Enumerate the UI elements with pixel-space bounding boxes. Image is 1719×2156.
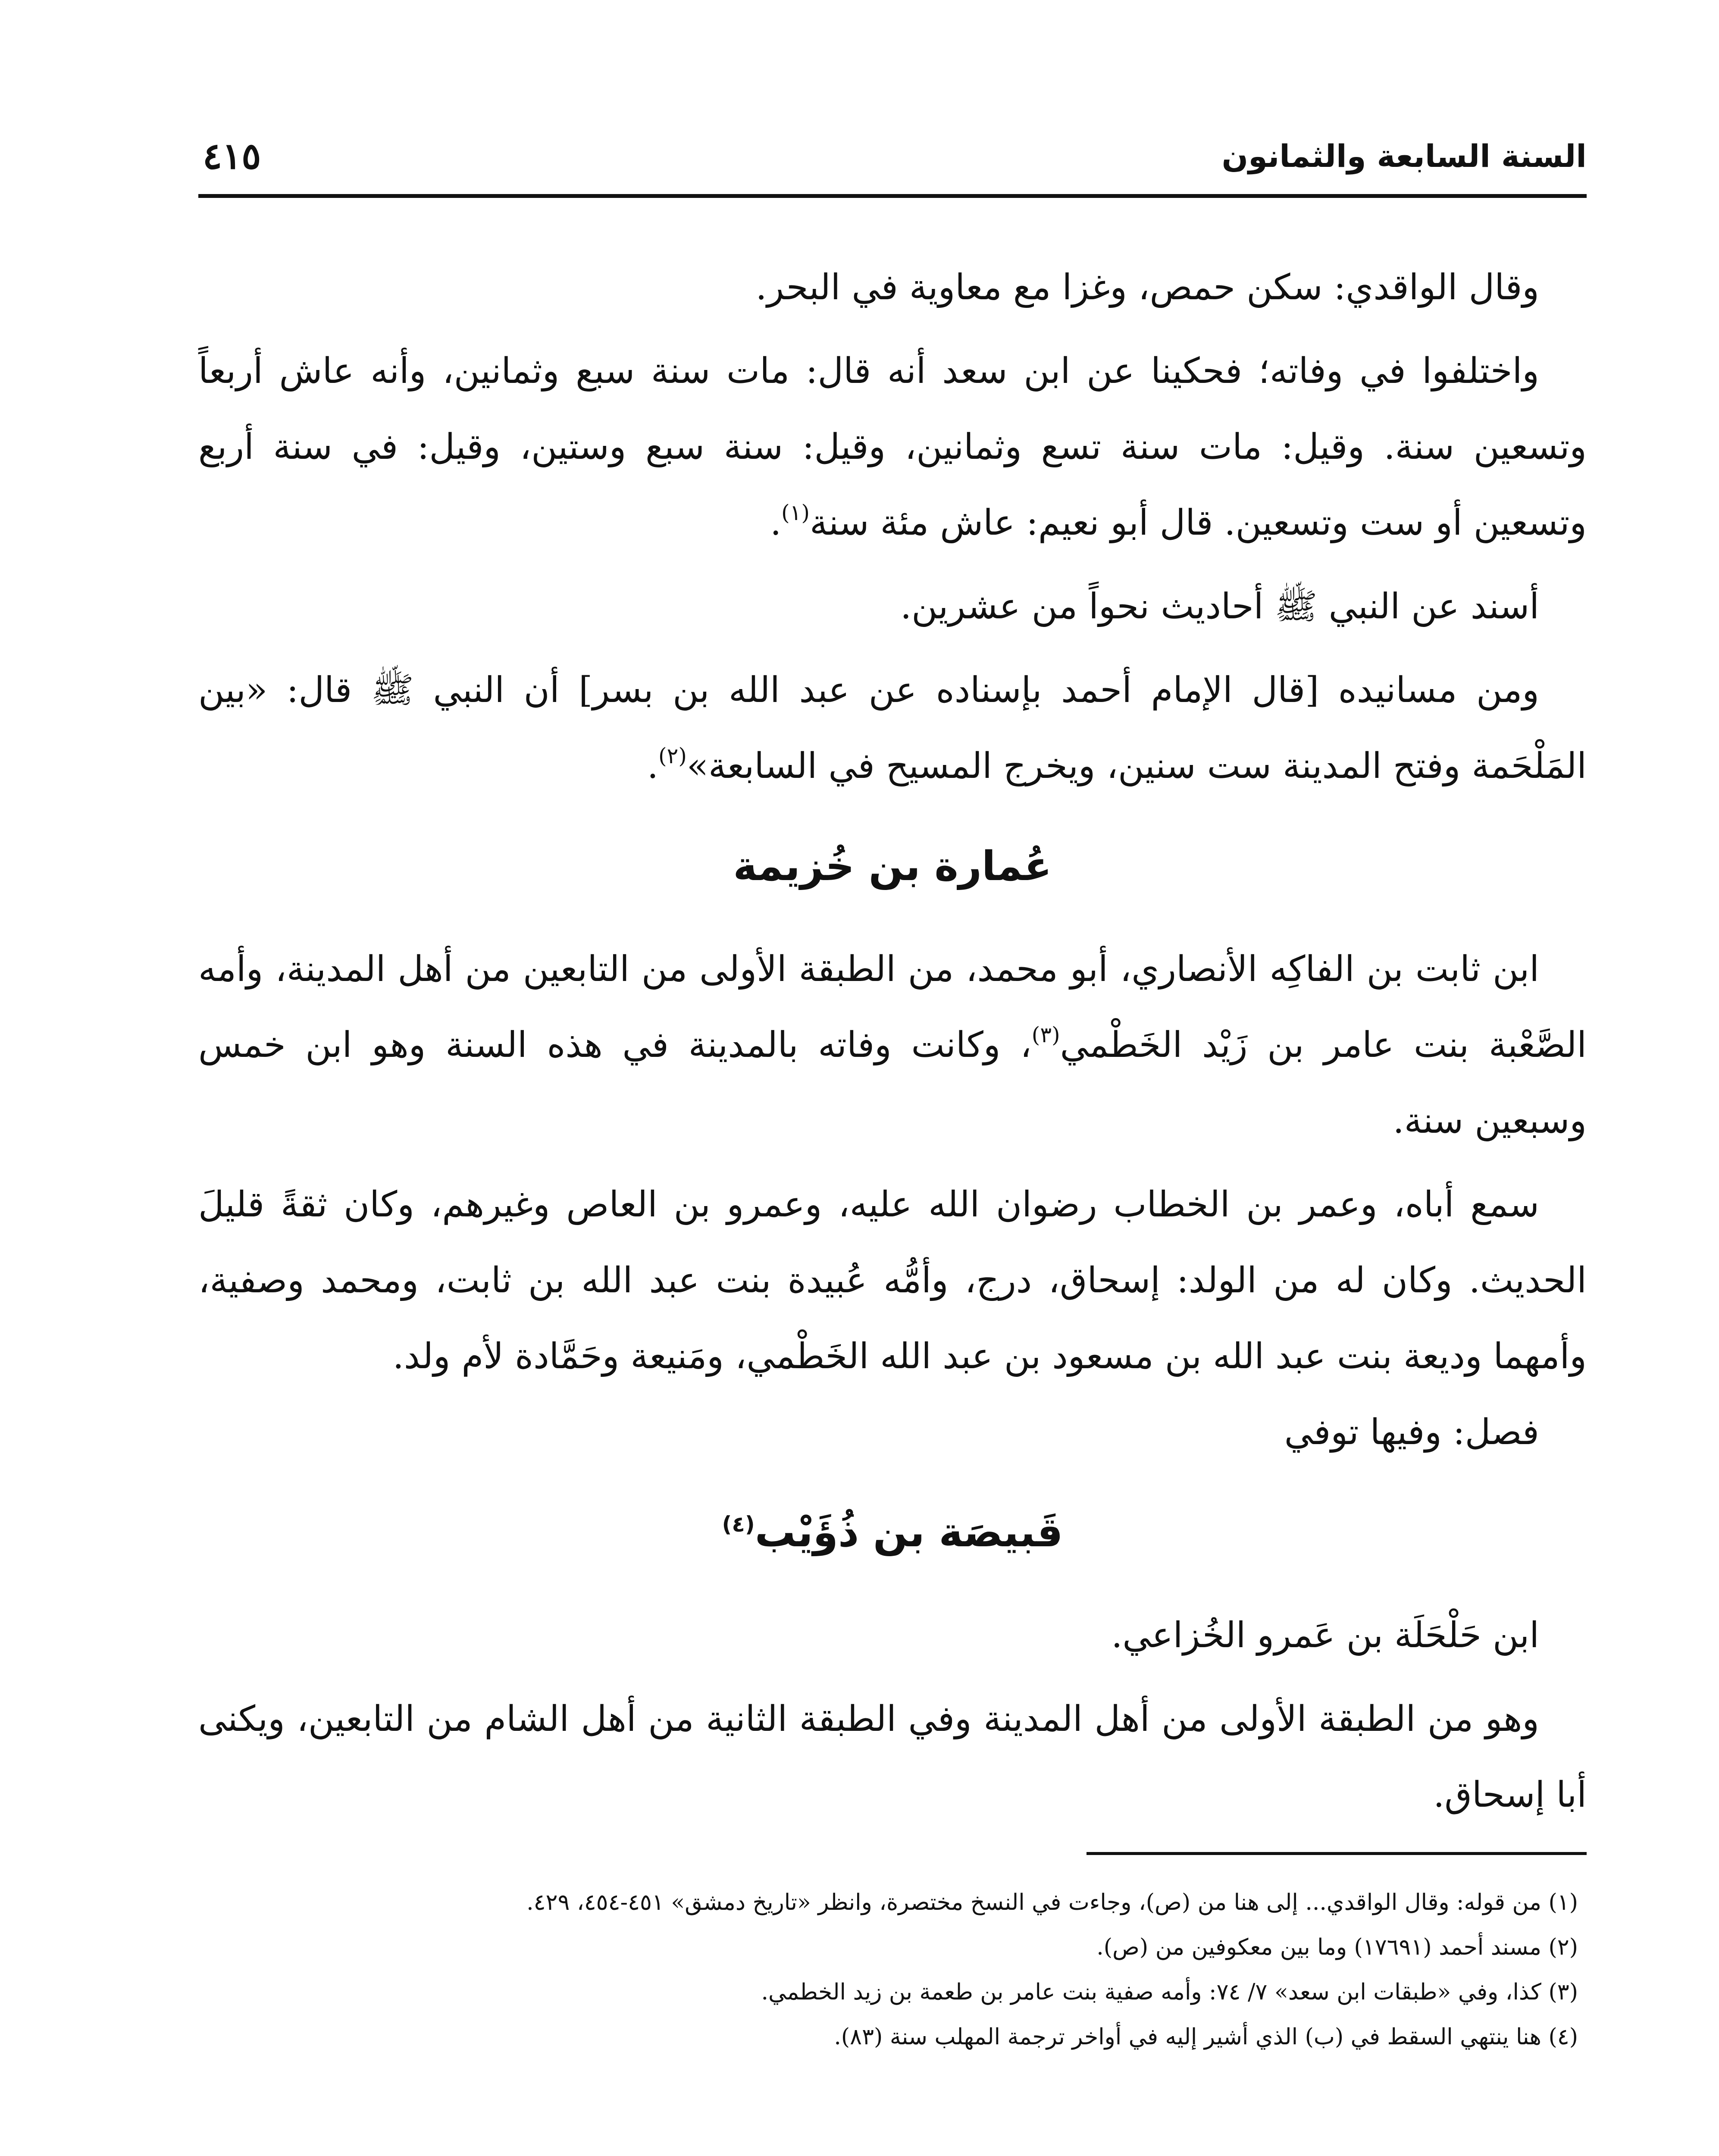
footnote-ref-1[interactable]: (١) [781, 500, 810, 525]
footnote-ref-3[interactable]: (٣) [1031, 1022, 1060, 1047]
footnote-divider [1087, 1852, 1587, 1855]
footnote-ref-4[interactable]: (٤) [722, 1512, 755, 1537]
footnote-2: (٢) مسند أحمد (١٧٦٩١) وما بين معكوفين من (ص). [1096, 1934, 1578, 1960]
footnote-3: (٣) كذا، وفي «طبقات ابن سعد» ٧/ ٧٤: وأمه صفية بنت عامر بن طعمة بن زيد الخطمي. [761, 1979, 1578, 2005]
paragraph-text: ابن ثابت بن الفاكِه الأنصاري، أبو محمد، من الطبقة الأولى من التابعين من أهل المدينة، وأمه الصَّعْبة بنت عامر بن زَيْد الخَطْمي [198, 949, 1587, 1065]
paragraph-end: . [770, 502, 782, 543]
heading-umara-ibn-khuzayma: عُمارة بن خُزيمة [733, 843, 1052, 890]
heading-text: قَبيصَة بن ذُؤَيْب [755, 1509, 1063, 1556]
paragraph-text: ، وكانت وفاته بالمدينة في هذه السنة وهو ابن خمس وسبعين سنة. [198, 1025, 1587, 1141]
paragraph-fasl [198, 1395, 1587, 1470]
footnotes [198, 1880, 1587, 2059]
paragraph-waqidi [198, 250, 1587, 326]
footnote-ref-2[interactable]: (٢) [658, 743, 687, 768]
page-header [198, 129, 1587, 198]
main-text [198, 250, 1587, 1833]
page-number: ٤١٥ [203, 135, 261, 177]
paragraph-text: ابن حَلْحَلَة بن عَمرو الخُزاعي. [1111, 1615, 1539, 1656]
footnote-1: (١) من قوله: وقال الواقدي... إلى هنا من (ص)، وجاءت في النسخ مختصرة، وانظر «تاريخ دمشق» ٤٥١-٤٥٤، ٤٢٩. [526, 1890, 1578, 1915]
paragraph-hadith-count [198, 569, 1587, 645]
paragraph-text: وهو من الطبقة الأولى من أهل المدينة وفي الطبقة الثانية من أهل الشام من التابعين، ويكنى أبا إسحاق. [198, 1698, 1587, 1815]
book-page [198, 129, 1587, 2156]
paragraph-umara-children [198, 1167, 1587, 1395]
paragraph-text: أسند عن النبي ﷺ أحاديث نحواً من عشرين. [900, 586, 1539, 627]
paragraph-text: فصل: وفيها توفي [1284, 1412, 1539, 1453]
paragraph-qabisa-lineage [198, 1598, 1587, 1673]
paragraph-musnad [198, 652, 1587, 804]
paragraph-qabisa-tabaqa [198, 1681, 1587, 1833]
paragraph-text: وقال الواقدي: سكن حمص، وغزا مع معاوية في البحر. [755, 267, 1539, 308]
heading-qabisa-ibn-dhuayb [198, 1509, 1587, 1556]
paragraph-text: سمع أباه، وعمر بن الخطاب رضوان الله عليه، وعمرو بن العاص وغيرهم، وكان ثقةً قليلَ الحديث. وكان له من الولد: إسحاق، درج، وأمُّه عُبيدة بنت عبد الله بن ثابت، ومحمد وصفية، وأمهما وديعة بنت عبد الله بن مسعود بن عبد الله الخَطْمي، ومَنيعة وحَمَّادة لأم ولد. [198, 1184, 1587, 1377]
paragraph-text: ومن مسانيده [قال الإمام أحمد بإسناده عن عبد الله بن بسر] أن النبي ﷺ قال: «بين المَلْحَمة وفتح المدينة ست سنين، ويخرج المسيح في السابعة» [198, 670, 1587, 787]
paragraph-death-dispute [198, 333, 1587, 561]
paragraph-end: . [647, 746, 658, 787]
paragraph-umara-lineage [198, 931, 1587, 1159]
footnote-4: (٤) هنا ينتهي السقط في (ب) الذي أشير إليه في أواخر ترجمة المهلب سنة (٨٣). [834, 2024, 1578, 2050]
running-title: السنة السابعة والثمانون [1221, 138, 1587, 174]
paragraph-text: واختلفوا في وفاته؛ فحكينا عن ابن سعد أنه قال: مات سنة سبع وثمانين، وأنه عاش أربعاً وتسعين سنة. وقيل: مات سنة تسع وثمانين، وقيل: سنة سبع وستين، وقيل: في سنة أربع وتسعين أو ست وتسعين. قال أبو نعيم: عاش مئة سنة [198, 351, 1587, 543]
